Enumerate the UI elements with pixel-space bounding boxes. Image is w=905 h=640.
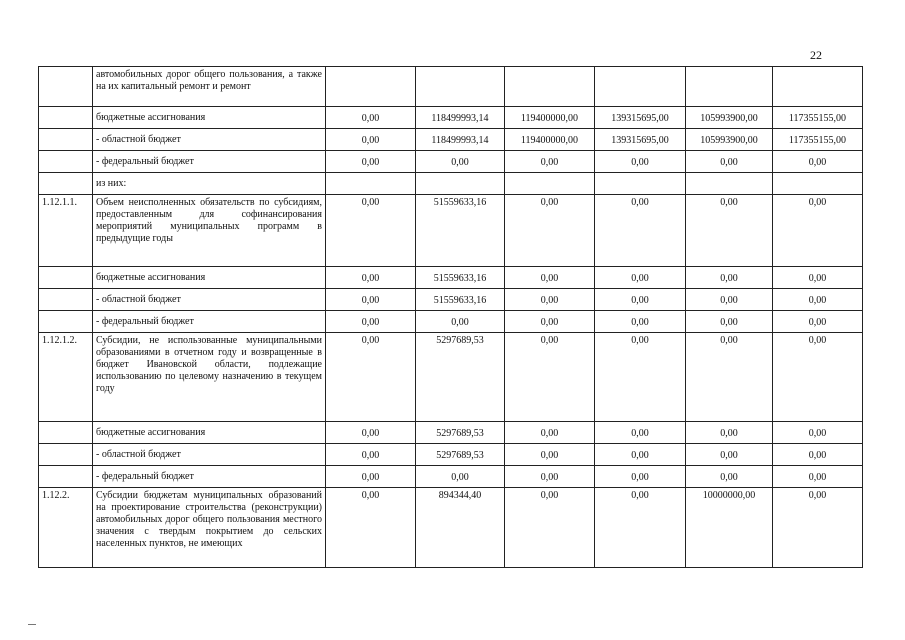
value-cell: 0,00 [595,311,686,333]
row-code [39,267,93,289]
value-cell: 51559633,16 [416,289,505,311]
value-cell: 0,00 [505,311,595,333]
value-cell: 0,00 [773,195,863,267]
row-code [39,107,93,129]
value-cell [416,173,505,195]
row-description: - областной бюджет [93,444,326,466]
value-cell: 105993900,00 [686,107,773,129]
value-cell: 0,00 [505,444,595,466]
row-code [39,151,93,173]
value-cell: 0,00 [505,289,595,311]
value-cell: 0,00 [416,311,505,333]
row-code [39,311,93,333]
value-cell [505,173,595,195]
value-cell: 0,00 [505,333,595,422]
value-cell: 5297689,53 [416,444,505,466]
value-cell: 118499993,14 [416,129,505,151]
value-cell: 5297689,53 [416,333,505,422]
row-code [39,466,93,488]
value-cell: 5297689,53 [416,422,505,444]
value-cell: 117355155,00 [773,107,863,129]
value-cell: 0,00 [773,422,863,444]
value-cell: 0,00 [326,129,416,151]
table-row [39,129,863,151]
value-cell: 0,00 [773,311,863,333]
value-cell [595,67,686,107]
row-description: - областной бюджет [93,289,326,311]
row-description: Субсидии бюджетам муниципальных образований на проектирование строительства (реконструкции) автомобильных дорог общего пользования местного значения с твердым покрытием до сельских населенных пунктов, не имеющих [93,488,326,568]
value-cell: 117355155,00 [773,129,863,151]
value-cell: 0,00 [505,267,595,289]
value-cell: 0,00 [595,267,686,289]
value-cell [595,173,686,195]
value-cell [773,173,863,195]
value-cell: 0,00 [686,333,773,422]
value-cell: 0,00 [505,151,595,173]
value-cell: 0,00 [773,267,863,289]
value-cell: 0,00 [505,195,595,267]
value-cell: 0,00 [326,311,416,333]
table-row [39,444,863,466]
value-cell: 0,00 [686,311,773,333]
value-cell: 0,00 [773,444,863,466]
value-cell: 0,00 [773,151,863,173]
value-cell [326,67,416,107]
value-cell: 0,00 [595,466,686,488]
value-cell: 0,00 [686,466,773,488]
value-cell: 0,00 [595,488,686,568]
table-row [39,422,863,444]
value-cell: 0,00 [326,444,416,466]
value-cell: 0,00 [326,151,416,173]
value-cell: 0,00 [416,151,505,173]
row-description: автомобильных дорог общего пользования, а также на их капитальный ремонт и ремонт [93,67,326,107]
value-cell: 0,00 [595,333,686,422]
value-cell: 0,00 [686,267,773,289]
value-cell: 10000000,00 [686,488,773,568]
value-cell: 0,00 [326,333,416,422]
table-row [39,267,863,289]
row-description: бюджетные ассигнования [93,422,326,444]
scan-mark [28,624,36,625]
value-cell: 105993900,00 [686,129,773,151]
value-cell: 0,00 [326,267,416,289]
row-description: бюджетные ассигнования [93,107,326,129]
value-cell: 0,00 [686,422,773,444]
value-cell: 0,00 [773,333,863,422]
table-row [39,151,863,173]
value-cell: 119400000,00 [505,107,595,129]
value-cell: 0,00 [595,289,686,311]
row-code: 1.12.2. [39,488,93,568]
row-description: - федеральный бюджет [93,466,326,488]
value-cell: 51559633,16 [416,195,505,267]
value-cell [686,67,773,107]
value-cell: 0,00 [595,151,686,173]
value-cell: 51559633,16 [416,267,505,289]
row-code [39,173,93,195]
value-cell: 0,00 [595,422,686,444]
value-cell: 0,00 [686,151,773,173]
value-cell: 139315695,00 [595,107,686,129]
value-cell [686,173,773,195]
budget-table [38,66,863,568]
value-cell: 0,00 [326,488,416,568]
value-cell: 0,00 [326,107,416,129]
table-row [39,488,863,568]
table-row [39,311,863,333]
row-description: - областной бюджет [93,129,326,151]
row-description: - федеральный бюджет [93,311,326,333]
row-description: бюджетные ассигнования [93,267,326,289]
value-cell: 0,00 [326,289,416,311]
row-code [39,444,93,466]
value-cell: 118499993,14 [416,107,505,129]
table-row [39,289,863,311]
value-cell: 0,00 [505,466,595,488]
table-row [39,466,863,488]
row-code: 1.12.1.1. [39,195,93,267]
row-description: из них: [93,173,326,195]
table-row [39,195,863,267]
table-row [39,173,863,195]
value-cell: 0,00 [595,444,686,466]
value-cell: 0,00 [773,466,863,488]
value-cell: 0,00 [595,195,686,267]
page-number: 22 [810,48,822,62]
value-cell: 0,00 [686,444,773,466]
row-code [39,129,93,151]
value-cell: 0,00 [686,289,773,311]
row-code: 1.12.1.2. [39,333,93,422]
row-code [39,67,93,107]
value-cell: 0,00 [773,289,863,311]
value-cell: 0,00 [505,488,595,568]
value-cell: 0,00 [326,195,416,267]
table-row [39,107,863,129]
value-cell: 0,00 [505,422,595,444]
value-cell: 0,00 [416,466,505,488]
value-cell [326,173,416,195]
row-description: Объем неисполненных обязательств по субсидиям, предоставленным для софинансирования мероприятий муниципальных программ в предыдущие годы [93,195,326,267]
value-cell: 0,00 [326,466,416,488]
value-cell: 894344,40 [416,488,505,568]
value-cell [773,67,863,107]
row-description: - федеральный бюджет [93,151,326,173]
value-cell: 0,00 [326,422,416,444]
value-cell [416,67,505,107]
row-description: Субсидии, не использованные муниципальными образованиями в отчетном году и возвращенные в бюджет Ивановской области, подлежащие использованию по целевому назначению в текущем году [93,333,326,422]
value-cell: 139315695,00 [595,129,686,151]
table-row [39,67,863,107]
value-cell: 0,00 [773,488,863,568]
value-cell [505,67,595,107]
table-row [39,333,863,422]
value-cell: 0,00 [686,195,773,267]
value-cell: 119400000,00 [505,129,595,151]
row-code [39,422,93,444]
row-code [39,289,93,311]
